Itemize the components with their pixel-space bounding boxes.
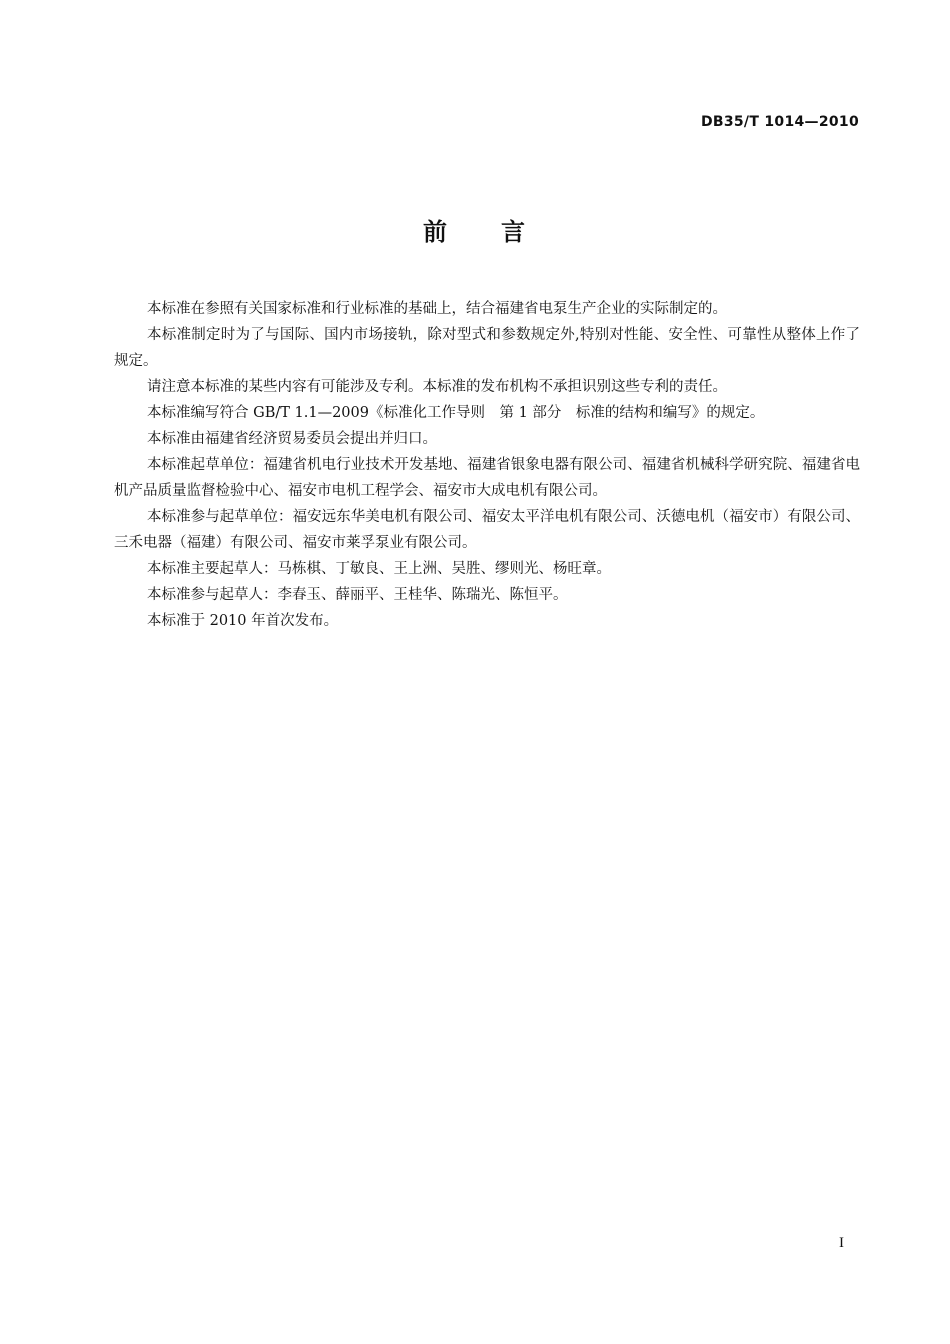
paragraph-purpose: 本标准制定时为了与国际、国内市场接轨，除对型式和参数规定外,特别对性能、安全性、可靠性从整体上作了规定。 <box>114 327 860 369</box>
paragraph-drafting-units: 本标准起草单位：福建省机电行业技术开发基地、福建省银象电器有限公司、福建省机械科学研究院、福建省电机产品质量监督检验中心、福安市电机工程学会、福安市大成电机有限公司。 <box>114 457 860 499</box>
paragraph-patent-notice: 请注意本标准的某些内容有可能涉及专利。本标准的发布机构不承担识别这些专利的责任。 <box>147 379 727 395</box>
page-title <box>0 212 950 247</box>
paragraph-participating-drafters: 本标准参与起草人：李春玉、薛丽平、王桂华、陈瑞光、陈恒平。 <box>147 587 568 603</box>
paragraph-basis: 本标准在参照有关国家标准和行业标准的基础上，结合福建省电泵生产企业的实际制定的。 <box>147 301 727 317</box>
paragraph-participating-units: 本标准参与起草单位：福安远东华美电机有限公司、福安太平洋电机有限公司、沃德电机（福安市）有限公司、三禾电器（福建）有限公司、福安市莱孚泵业有限公司。 <box>114 509 860 551</box>
paragraph-proposer: 本标准由福建省经济贸易委员会提出并归口。 <box>147 431 437 447</box>
page-number: I <box>839 1235 844 1251</box>
title-char-1: 前 <box>423 218 449 246</box>
paragraph-drafting-rules: 本标准编写符合 GB/T 1.1—2009《标准化工作导则 第 1 部分 标准的结构和编写》的规定。 <box>147 405 765 421</box>
paragraph-main-drafters: 本标准主要起草人：马栋棋、丁敏良、王上洲、吴胜、缪则光、杨旺章。 <box>147 561 611 577</box>
title-char-2: 言 <box>501 218 527 246</box>
paragraph-first-release: 本标准于 2010 年首次发布。 <box>147 613 339 629</box>
foreword-body <box>114 296 860 634</box>
document-code: DB35/T 1014—2010 <box>700 114 859 130</box>
